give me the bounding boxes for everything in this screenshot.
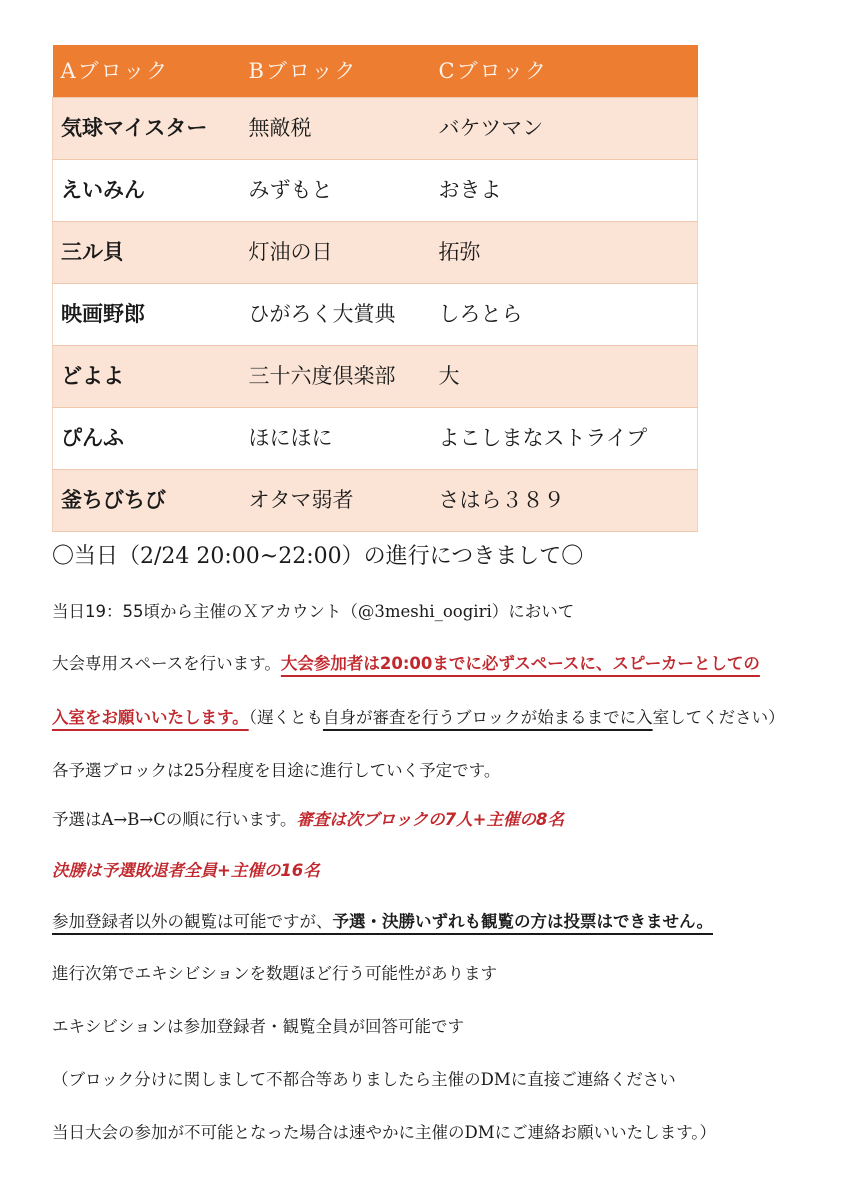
table-row: [53, 408, 698, 470]
cell-a: えいみん: [53, 160, 241, 222]
cell-c: 拓弥: [431, 222, 698, 284]
cell-a: 映画野郎: [53, 284, 241, 346]
entry-note-open: （遅くとも: [248, 708, 323, 727]
table-row: [53, 98, 698, 160]
notice-line-8: 進行次第でエキシビションを数題ほど行う可能性があります: [52, 964, 498, 983]
cell-c: さはら３８９: [431, 470, 698, 532]
entry-request-emphasis: 入室をお願いいたします。: [52, 708, 249, 727]
table-row: [53, 346, 698, 408]
notice-line-1: [52, 598, 574, 626]
header-c-block: Cブロック: [431, 45, 698, 98]
header-b-block: Bブロック: [241, 45, 431, 98]
cell-b: オタマ弱者: [241, 470, 431, 532]
cell-a: ぴんふ: [53, 408, 241, 470]
notice-line-4: 各予選ブロックは25分程度を目途に進行していく予定です。: [52, 761, 501, 780]
header-a-block: Aブロック: [53, 45, 241, 98]
start-time-text: 当日19：55頃から: [52, 602, 193, 621]
cell-b: ほにほに: [241, 408, 431, 470]
entry-deadline-underlined: 自身が審査を行うブロックが始まるまでに入: [322, 708, 653, 727]
cell-a: どよよ: [53, 346, 241, 408]
cell-c: おきよ: [431, 160, 698, 222]
table-row: [53, 470, 698, 532]
table-row: [53, 160, 698, 222]
no-voting-bold: 予選・決勝いずれも観覧の方は投票はできません。: [332, 912, 713, 931]
viewing-text: 参加登録者以外の観覧は可能ですが、: [52, 912, 333, 931]
cell-b: ひがろく大賞典: [241, 284, 431, 346]
notice-line-10: （ブロック分けに関しまして不都合等ありましたら主催のDMに直接ご連絡ください: [52, 1070, 676, 1089]
table-row: [53, 284, 698, 346]
table-row: [53, 222, 698, 284]
progress-heading: 〇当日（2/24 20:00~22:00）の進行につきまして〇: [52, 544, 584, 569]
cell-b: 無敵税: [241, 98, 431, 160]
notice-line-3: [52, 704, 785, 732]
cell-c: よこしまなストライプ: [431, 408, 698, 470]
judging-emphasis: 審査は次ブロックの7人+主催の8名: [296, 810, 564, 829]
table-header-row: [53, 45, 698, 98]
notice-line-6: 決勝は予選敗退者全員+主催の16名: [52, 861, 320, 880]
cell-a: 三ル貝: [53, 222, 241, 284]
cell-a: 気球マイスター: [53, 98, 241, 160]
cell-c: 大: [431, 346, 698, 408]
notice-line-11: 当日大会の参加が不可能となった場合は速やかに主催のDMにご連絡お願いいたします。）: [52, 1123, 717, 1142]
cell-c: バケツマン: [431, 98, 698, 160]
order-text: 予選はA→B→Cの順に行います。: [52, 810, 297, 829]
notice-line-7: [52, 908, 713, 936]
speaker-requirement-emphasis: 大会参加者は20:00までに必ずスペースに、スピーカーとしての: [280, 654, 760, 673]
cell-b: 三十六度倶楽部: [241, 346, 431, 408]
notice-line-9: エキシビションは参加登録者・観覧全員が回答可能です: [52, 1017, 465, 1036]
notice-line-5: [52, 806, 564, 834]
entry-note-close: 室してください）: [652, 708, 785, 727]
account-text: 主催のＸアカウント（@3meshi_oogiri）において: [193, 602, 575, 621]
cell-b: みずもと: [241, 160, 431, 222]
space-text: 大会専用スペースを行います。: [52, 654, 281, 673]
cell-b: 灯油の日: [241, 222, 431, 284]
cell-c: しろとら: [431, 284, 698, 346]
cell-a: 釜ちびちび: [53, 470, 241, 532]
block-table: [52, 45, 698, 532]
notice-line-2: [52, 650, 760, 678]
